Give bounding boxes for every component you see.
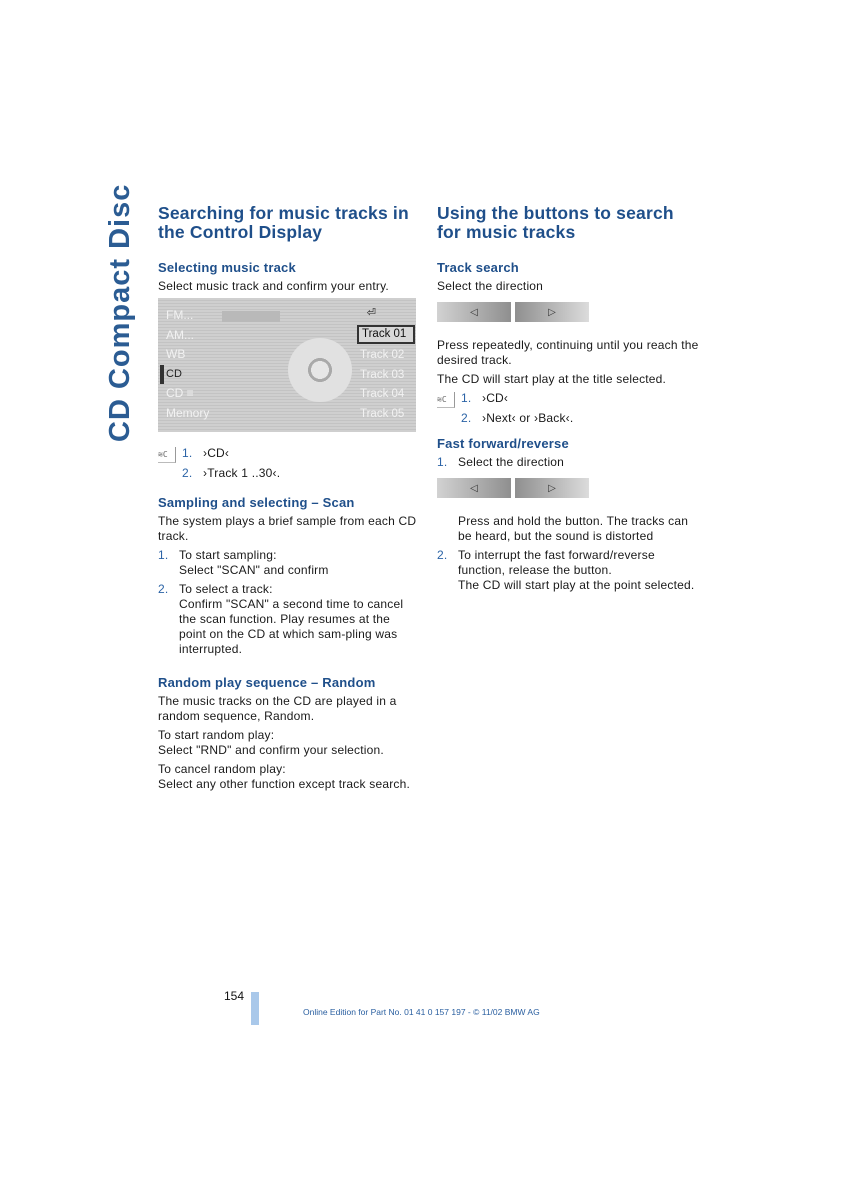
menu-path-step: 1. ›CD‹ bbox=[461, 391, 509, 405]
fast-forward-title: Fast forward/reverse bbox=[437, 436, 569, 451]
track-item-selected: Track 01 bbox=[357, 325, 415, 344]
fast-step: 1. Select the direction bbox=[437, 455, 565, 469]
edition-note: Online Edition for Part No. 01 41 0 157 197 - © 11/02 BMW AG bbox=[303, 1007, 540, 1017]
screen-source-menu bbox=[166, 306, 226, 423]
page-marker-bar bbox=[251, 992, 259, 1025]
left-heading: Searching for music tracks in the Control Display bbox=[158, 203, 409, 242]
selecting-track-title: Selecting music track bbox=[158, 260, 296, 275]
control-display-screenshot bbox=[158, 298, 416, 432]
track-item: Track 04 bbox=[360, 388, 405, 400]
fast-forward-step1 bbox=[437, 455, 699, 470]
track-item: Track 02 bbox=[360, 349, 405, 361]
random-cancel: To cancel random play: Select any other function except track search. bbox=[158, 762, 410, 791]
screen-menu-item: AM... bbox=[166, 327, 195, 342]
random-start: To start random play: Select "RND" and confirm your selection. bbox=[158, 728, 384, 757]
menu-navigation-icon: ≋C bbox=[158, 447, 176, 463]
fast-forward-hold-text: Press and hold the button. The tracks can be heard, but the sound is distorted bbox=[458, 514, 689, 543]
scan-steps bbox=[158, 548, 420, 657]
menu-path-step: 1. ›CD‹ bbox=[182, 446, 230, 460]
menu-path-steps bbox=[461, 391, 699, 426]
random-text: The music tracks on the CD are played in a random sequence, Random. bbox=[158, 694, 397, 723]
section-side-title: CD Compact Disc bbox=[104, 183, 136, 442]
track-search-p1: Press repeatedly, continuing until you reach the desired track. bbox=[437, 338, 699, 367]
scan-step: 1. To start sampling: Select "SCAN" and confirm bbox=[158, 548, 329, 577]
scan-step: 2. To select a track: Confirm "SCAN" a second time to cancel the scan function. Play resumes at the point on the CD at which sam-pling was interrupted. bbox=[158, 582, 404, 656]
track-search-p2: The CD will start play at the title selected. bbox=[437, 372, 667, 386]
screen-top-bar bbox=[222, 311, 280, 322]
fast-step: 2. To interrupt the fast forward/reverse function, release the button. The CD will start play at the point selected. bbox=[437, 548, 695, 592]
track-item: Track 05 bbox=[360, 407, 405, 420]
right-triangle-icon: ▷ bbox=[515, 302, 589, 322]
track-list-spacer bbox=[357, 304, 415, 323]
random-title: Random play sequence – Random bbox=[158, 675, 376, 690]
menu-path-step: 2. ›Next‹ or ›Back‹. bbox=[461, 411, 574, 425]
page-number: 154 bbox=[224, 989, 245, 1003]
track-search-text: Select the direction bbox=[437, 279, 544, 293]
cd-disc-icon bbox=[288, 338, 352, 402]
right-column bbox=[437, 204, 699, 597]
return-arrow-icon: ⏎ bbox=[366, 307, 376, 319]
screen-menu-item: CD ≡ bbox=[166, 386, 194, 400]
left-triangle-icon: ◁ bbox=[437, 478, 511, 498]
track-search-title: Track search bbox=[437, 260, 519, 275]
screen-menu-item: WB bbox=[166, 347, 186, 361]
menu-path-block bbox=[158, 446, 420, 481]
menu-path-step: 2. ›Track 1 ..30‹. bbox=[182, 466, 281, 480]
direction-buttons bbox=[437, 302, 589, 322]
screen-track-list bbox=[357, 304, 415, 424]
scan-text: The system plays a brief sample from each CD track. bbox=[158, 514, 417, 543]
screen-menu-item: Memory bbox=[166, 405, 210, 420]
screen-menu-item: FM... bbox=[166, 308, 194, 322]
screen-menu-item-selected: CD bbox=[160, 365, 226, 385]
direction-buttons bbox=[437, 478, 589, 498]
right-heading: Using the buttons to search for music tracks bbox=[437, 203, 674, 242]
menu-navigation-icon: ≋C bbox=[437, 392, 455, 408]
left-column bbox=[158, 204, 420, 796]
track-item: Track 03 bbox=[360, 368, 405, 381]
menu-path-block bbox=[437, 391, 699, 426]
right-triangle-icon: ▷ bbox=[515, 478, 589, 498]
spacer bbox=[158, 661, 420, 675]
fast-forward-step2 bbox=[437, 548, 699, 593]
scan-title: Sampling and selecting – Scan bbox=[158, 495, 355, 510]
selecting-track-text: Select music track and confirm your entry. bbox=[158, 279, 389, 293]
left-triangle-icon: ◁ bbox=[437, 302, 511, 322]
menu-path-steps bbox=[182, 446, 420, 481]
